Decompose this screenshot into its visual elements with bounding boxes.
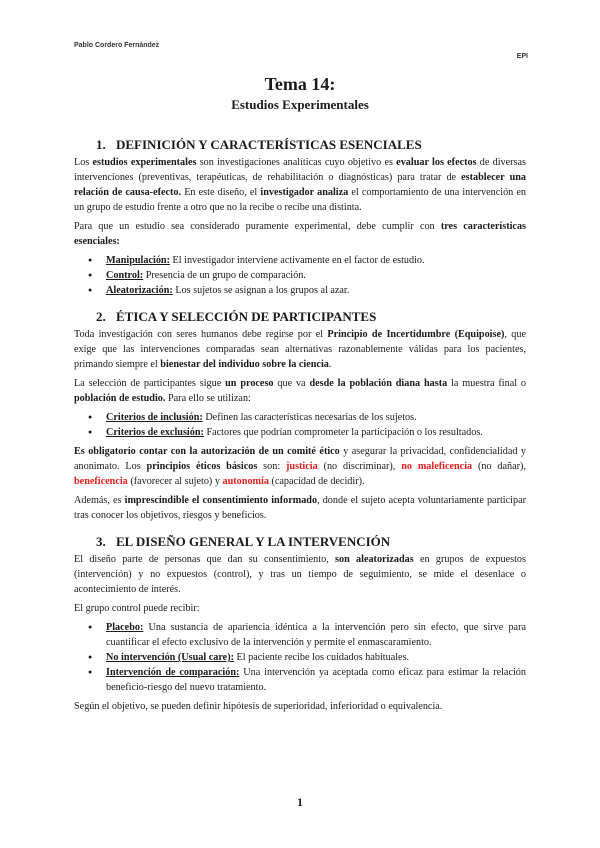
section-2-paragraph-4: Además, es imprescindible el consentimiento informado, donde el sujeto acepta voluntariamente participar tras conocer los objetivos, riesgos y beneficios.	[74, 495, 526, 521]
document-body	[74, 136, 526, 718]
section-2-heading: 2. ÉTICA Y SELECCIÓN DE PARTICIPANTES	[96, 309, 377, 324]
document-subtitle: Estudios Experimentales	[231, 97, 369, 112]
section-1-paragraph-2: Para que un estudio sea considerado puramente experimental, debe cumplir con tres características esenciales:	[74, 221, 526, 247]
list-item: ● Manipulación: El investigador interviene activamente en el factor de estudio.	[74, 253, 526, 268]
page-number: 1	[297, 795, 303, 809]
section-1-heading: 1. DEFINICIÓN Y CARACTERÍSTICAS ESENCIALES	[96, 137, 422, 152]
list-item: ● Control: Presencia de un grupo de comparación.	[74, 268, 526, 283]
section-1-paragraph-1: Los estudios experimentales son investigaciones analíticas cuyo objetivo es evaluar los efectos de diversas intervenciones (preventivas, terapéuticas, de rehabilitación o diagnósticas) para tratar de establecer una relación de causa-efecto. En este diseño, el investigador analiza el comportamiento de una intervención en un grupo de estudio frente a otro que no la recibe o recibe una distinta.	[74, 157, 527, 213]
section-2-paragraph-2: La selección de participantes sigue un proceso que va desde la población diana hasta la muestra final o población de estudio. Para ello se utilizan:	[74, 378, 526, 404]
list-item: ● Criterios de inclusión: Definen las características necesarias de los sujetos.	[74, 410, 526, 425]
section-2-list	[74, 410, 526, 440]
section-3-paragraph-2: El grupo control puede recibir:	[74, 603, 200, 614]
section-3-list	[74, 620, 526, 695]
section-3-paragraph-1: El diseño parte de personas que dan su consentimiento, son aleatorizadas en grupos de expuestos (intervención) y no expuestos (control), y tras un tiempo de seguimiento, se mide el desenlace o acontecimiento de interés.	[74, 554, 526, 595]
section-3-paragraph-3: Según el objetivo, se pueden definir hipótesis de superioridad, inferioridad o equivalencia.	[74, 701, 443, 712]
section-2-paragraph-3: Es obligatorio contar con la autorización de un comité ético y asegurar la privacidad, confidencialidad y anonimato. Los principios éticos básicos son: justicia (no discriminar), no maleficencia (no dañar), beneficencia (favorecer al sujeto) y autonomía (capacidad de decidir).	[74, 446, 526, 487]
header-author: Pablo Cordero Fernández	[74, 42, 160, 49]
list-item: ● Intervención de comparación: Una intervención ya aceptada como eficaz para estimar la relación beneficio-riesgo del nuevo tratamiento.	[74, 665, 526, 695]
list-item: ● Aleatorización: Los sujetos se asignan a los grupos al azar.	[74, 283, 526, 298]
section-3-heading: 3. EL DISEÑO GENERAL Y LA INTERVENCIÓN	[96, 534, 391, 549]
section-2-paragraph-1: Toda investigación con seres humanos debe regirse por el Principio de Incertidumbre (Equipoise), que exige que las intervenciones comparadas sean alternativas razonablemente válidas para los pacientes, primando siempre el bienestar del individuo sobre la ciencia.	[74, 329, 527, 370]
list-item: ● No intervención (Usual care): El paciente recibe los cuidados habituales.	[74, 650, 526, 665]
list-item: ● Criterios de exclusión: Factores que podrían comprometer la participación o los resultados.	[74, 425, 526, 440]
list-item: ● Placebo: Una sustancia de apariencia idéntica a la intervención pero sin efecto, que sirve para cuantificar el efecto exclusivo de la intervención y permite el enmascaramiento.	[74, 620, 526, 650]
section-1-list	[74, 253, 526, 298]
header-course: EPI	[516, 53, 528, 60]
document-title: Tema 14:	[264, 74, 336, 94]
